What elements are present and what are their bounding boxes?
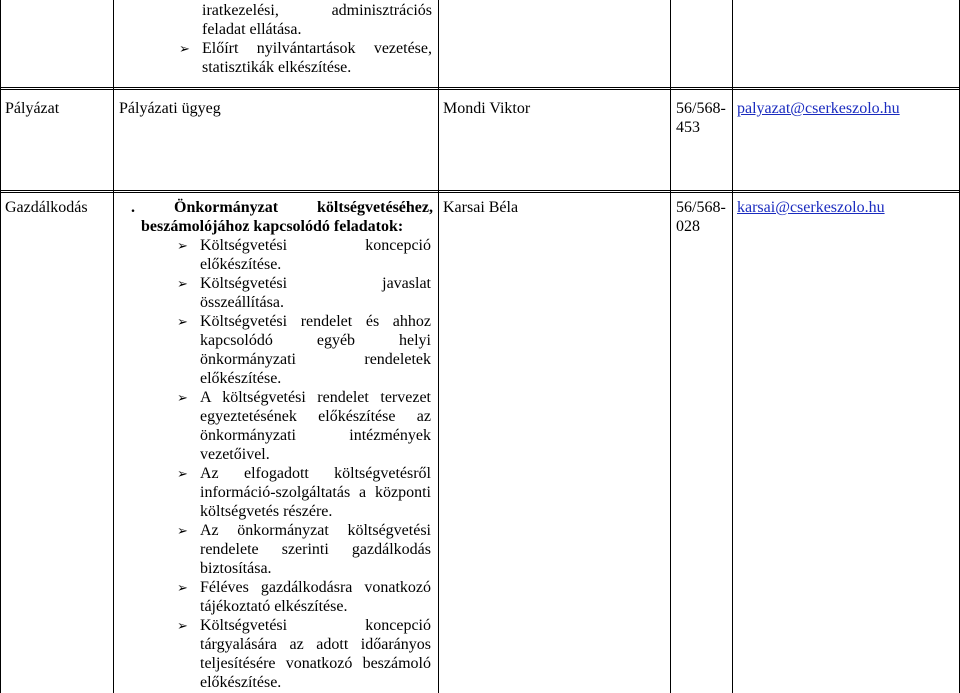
list-item <box>177 578 431 616</box>
arrow-bullet-icon: ➢ <box>177 390 188 405</box>
list-item-line: előkészítése. <box>200 674 282 691</box>
table-border-left <box>0 0 1 693</box>
list-item-line: Az önkormányzat költségvetési <box>200 522 431 539</box>
table-border-col3 <box>670 0 671 693</box>
row-separator <box>0 190 960 191</box>
phone-line: 453 <box>676 119 700 136</box>
area-cell: Pályázat <box>5 100 60 117</box>
phone-cell <box>676 99 726 137</box>
arrow-bullet-icon: ➢ <box>177 580 188 595</box>
list-item-line: előkészítése. <box>200 370 282 387</box>
list-item-line: biztosítása. <box>200 560 272 577</box>
table-border-col1 <box>113 0 114 693</box>
list-item-line: kapcsolódó egyéb helyi <box>200 332 431 349</box>
email-link[interactable]: karsai@cserkeszolo.hu <box>737 199 885 216</box>
list-item-line: Költségvetési koncepció <box>200 617 431 634</box>
phone-line: 56/568- <box>676 100 726 117</box>
arrow-bullet-icon: ➢ <box>177 618 188 633</box>
list-item-line: teljesítésére vonatkozó beszámoló <box>200 655 431 672</box>
task-cell <box>131 198 433 692</box>
row-separator <box>0 192 960 193</box>
list-item-line: információ-szolgáltatás a központi <box>200 484 431 501</box>
arrow-bullet-icon: ➢ <box>177 523 188 538</box>
list-item-line: Előírt nyilvántartások vezetése, <box>202 40 432 57</box>
section-heading: . Önkormányzat költségvetéséhez, <box>131 199 433 216</box>
arrow-bullet-icon: ➢ <box>177 466 188 481</box>
row-separator <box>0 89 960 90</box>
list-item <box>177 521 431 578</box>
list-item <box>179 39 432 77</box>
list-item-line: Költségvetési rendelet és ahhoz <box>200 313 431 330</box>
list-item <box>179 1 432 39</box>
arrow-bullet-icon: ➢ <box>177 276 188 291</box>
list-item-line: előkészítése. <box>200 256 282 273</box>
section-heading: beszámolójához kapcsolódó feladatok: <box>141 218 404 235</box>
phone-line: 028 <box>676 218 700 235</box>
list-item <box>177 312 431 388</box>
list-item-line: A költségvetési rendelet tervezet <box>200 389 431 406</box>
list-item <box>177 616 431 692</box>
arrow-bullet-icon: ➢ <box>177 238 188 253</box>
list-item-line: költségvetés részére. <box>200 503 333 520</box>
list-item-line: önkormányzati rendeletek <box>200 351 431 368</box>
list-item-line: Féléves gazdálkodásra vonatkozó <box>200 579 431 596</box>
phone-line: 56/568- <box>676 199 726 216</box>
list-item-line: vezetőivel. <box>200 446 270 463</box>
arrow-bullet-icon: ➢ <box>177 314 188 329</box>
top-task-cell <box>179 1 432 77</box>
list-item-line: statisztikák elkészítése. <box>202 59 352 76</box>
list-item <box>177 464 431 521</box>
list-item-line: önkormányzati intézmények <box>200 427 431 444</box>
list-item-line: tárgyalására az adott időarányos <box>200 636 431 653</box>
list-item-line: tájékoztató elkészítése. <box>200 598 348 615</box>
list-item-line: feladat ellátása. <box>202 21 302 38</box>
list-item-line: rendelete szerinti gazdálkodás <box>200 541 431 558</box>
table-border-col4 <box>732 0 733 693</box>
row-separator <box>0 87 960 88</box>
task-cell: Pályázati ügyeg <box>119 100 221 117</box>
person-cell: Karsai Béla <box>443 199 519 216</box>
task-list <box>129 236 431 692</box>
list-item-line: iratkezelési, adminisztrációs <box>202 2 432 19</box>
list-item-line: Költségvetési javaslat <box>200 275 431 292</box>
list-item-line: Költségvetési koncepció <box>200 237 431 254</box>
phone-cell <box>676 198 726 236</box>
person-cell: Mondi Viktor <box>443 100 531 117</box>
list-item <box>177 388 431 464</box>
area-cell: Gazdálkodás <box>5 199 88 216</box>
arrow-bullet-icon: ➢ <box>179 41 190 56</box>
list-item-line: összeállítása. <box>200 294 284 311</box>
list-item-line: egyeztetésének előkészítése az <box>200 408 431 425</box>
list-item <box>177 236 431 274</box>
email-link[interactable]: palyazat@cserkeszolo.hu <box>737 100 900 117</box>
list-item <box>177 274 431 312</box>
list-item-line: Az elfogadott költségvetésről <box>200 465 431 482</box>
table-border-col2 <box>438 0 439 693</box>
